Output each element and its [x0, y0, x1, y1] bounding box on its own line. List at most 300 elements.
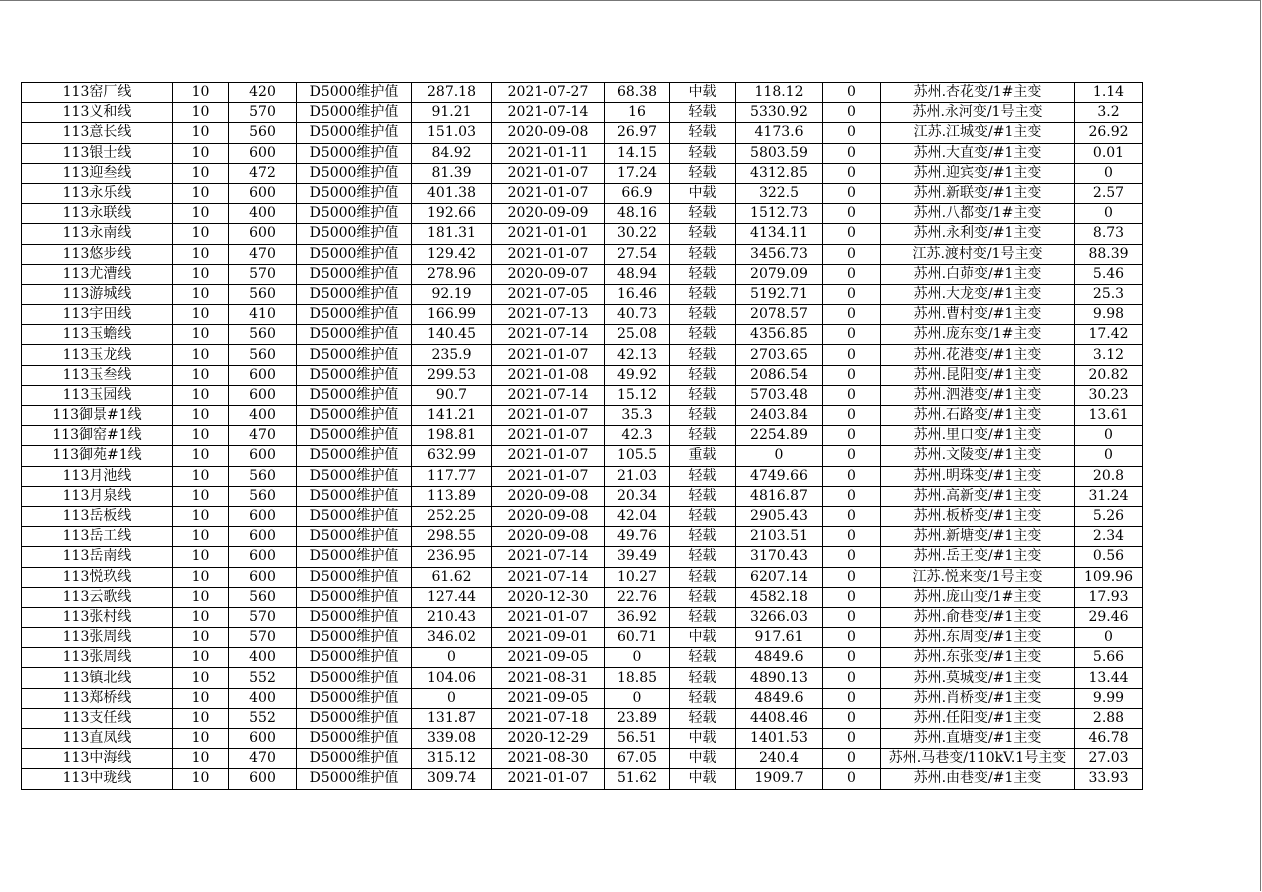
cell-voltage: 10: [173, 224, 229, 244]
cell-zero-col: 0: [823, 506, 881, 526]
cell-value: 5.26: [1075, 506, 1143, 526]
cell-load-status: 轻载: [670, 527, 736, 547]
cell-rated-capacity: 400: [229, 204, 297, 224]
cell-load-status: 轻载: [670, 406, 736, 426]
cell-load-rate: 0: [605, 688, 670, 708]
cell-value: 46.78: [1075, 729, 1143, 749]
table-row: [22, 385, 1143, 405]
cell-date: 2021-01-07: [492, 244, 605, 264]
cell-margin: 2103.51: [736, 527, 823, 547]
cell-margin: 4890.13: [736, 668, 823, 688]
cell-voltage: 10: [173, 305, 229, 325]
cell-load-rate: 68.38: [605, 83, 670, 103]
cell-margin: 5803.59: [736, 143, 823, 163]
cell-load-rate: 18.85: [605, 668, 670, 688]
cell-line-name: 113岳板线: [22, 506, 173, 526]
cell-margin: 917.61: [736, 628, 823, 648]
cell-zero-col: 0: [823, 163, 881, 183]
cell-rated-capacity: 470: [229, 244, 297, 264]
table-row: [22, 426, 1143, 446]
cell-load-rate: 51.62: [605, 769, 670, 789]
cell-substation: 江苏.悦来变/1号主变: [881, 567, 1075, 587]
table-row: [22, 749, 1143, 769]
cell-line-name: 113玉园线: [22, 385, 173, 405]
cell-rated-capacity: 600: [229, 567, 297, 587]
cell-load-status: 轻载: [670, 648, 736, 668]
cell-load-rate: 27.54: [605, 244, 670, 264]
cell-value: 2.34: [1075, 527, 1143, 547]
cell-substation: 苏州.石路变/#1主变: [881, 406, 1075, 426]
cell-load-status: 轻载: [670, 143, 736, 163]
cell-zero-col: 0: [823, 466, 881, 486]
cell-max-current: 129.42: [412, 244, 492, 264]
cell-rated-capacity: 570: [229, 103, 297, 123]
cell-voltage: 10: [173, 284, 229, 304]
table-row: [22, 729, 1143, 749]
cell-margin: 2086.54: [736, 365, 823, 385]
cell-voltage: 10: [173, 486, 229, 506]
cell-data-source: D5000维护值: [297, 345, 412, 365]
cell-substation: 苏州.庞东变/1#主变: [881, 325, 1075, 345]
cell-max-current: 181.31: [412, 224, 492, 244]
cell-margin: 6207.14: [736, 567, 823, 587]
cell-date: 2021-09-05: [492, 648, 605, 668]
cell-zero-col: 0: [823, 486, 881, 506]
cell-date: 2021-01-07: [492, 406, 605, 426]
cell-rated-capacity: 600: [229, 527, 297, 547]
cell-line-name: 113悦玖线: [22, 567, 173, 587]
cell-date: 2021-07-14: [492, 103, 605, 123]
cell-rated-capacity: 600: [229, 769, 297, 789]
cell-load-status: 中载: [670, 729, 736, 749]
cell-value: 0: [1075, 628, 1143, 648]
table-row: [22, 668, 1143, 688]
cell-load-rate: 48.94: [605, 264, 670, 284]
cell-load-status: 轻载: [670, 224, 736, 244]
cell-date: 2021-01-07: [492, 607, 605, 627]
table-row: [22, 708, 1143, 728]
cell-max-current: 252.25: [412, 506, 492, 526]
cell-value: 9.98: [1075, 305, 1143, 325]
cell-data-source: D5000维护值: [297, 446, 412, 466]
cell-line-name: 113张村线: [22, 607, 173, 627]
cell-margin: 4749.66: [736, 466, 823, 486]
cell-zero-col: 0: [823, 305, 881, 325]
cell-data-source: D5000维护值: [297, 406, 412, 426]
cell-load-status: 轻载: [670, 284, 736, 304]
cell-zero-col: 0: [823, 183, 881, 203]
cell-date: 2021-01-07: [492, 183, 605, 203]
cell-line-name: 113永乐线: [22, 183, 173, 203]
cell-rated-capacity: 600: [229, 547, 297, 567]
cell-max-current: 298.55: [412, 527, 492, 547]
cell-load-rate: 56.51: [605, 729, 670, 749]
cell-line-name: 113镇北线: [22, 668, 173, 688]
cell-voltage: 10: [173, 607, 229, 627]
cell-voltage: 10: [173, 345, 229, 365]
cell-max-current: 309.74: [412, 769, 492, 789]
cell-voltage: 10: [173, 567, 229, 587]
cell-load-rate: 49.92: [605, 365, 670, 385]
cell-max-current: 127.44: [412, 587, 492, 607]
cell-line-name: 113张周线: [22, 628, 173, 648]
cell-value: 0: [1075, 163, 1143, 183]
table-row: [22, 284, 1143, 304]
cell-max-current: 198.81: [412, 426, 492, 446]
cell-line-name: 113直凤线: [22, 729, 173, 749]
cell-load-rate: 0: [605, 648, 670, 668]
table-row: [22, 527, 1143, 547]
table-row: [22, 628, 1143, 648]
table-row: [22, 143, 1143, 163]
cell-zero-col: 0: [823, 224, 881, 244]
cell-data-source: D5000维护值: [297, 83, 412, 103]
cell-load-rate: 35.3: [605, 406, 670, 426]
cell-load-status: 轻载: [670, 567, 736, 587]
cell-value: 20.82: [1075, 365, 1143, 385]
cell-max-current: 92.19: [412, 284, 492, 304]
cell-zero-col: 0: [823, 83, 881, 103]
table-row: [22, 305, 1143, 325]
cell-value: 17.42: [1075, 325, 1143, 345]
cell-load-status: 中载: [670, 749, 736, 769]
cell-line-name: 113银士线: [22, 143, 173, 163]
cell-margin: 4849.6: [736, 688, 823, 708]
cell-value: 27.03: [1075, 749, 1143, 769]
cell-rated-capacity: 600: [229, 729, 297, 749]
cell-substation: 苏州.东周变/#1主变: [881, 628, 1075, 648]
table-row: [22, 244, 1143, 264]
cell-margin: 3170.43: [736, 547, 823, 567]
cell-margin: 4173.6: [736, 123, 823, 143]
table-row: [22, 769, 1143, 789]
cell-load-rate: 16.46: [605, 284, 670, 304]
cell-value: 13.61: [1075, 406, 1143, 426]
cell-zero-col: 0: [823, 587, 881, 607]
cell-value: 2.57: [1075, 183, 1143, 203]
cell-zero-col: 0: [823, 668, 881, 688]
cell-line-name: 113意长线: [22, 123, 173, 143]
cell-load-status: 轻载: [670, 688, 736, 708]
cell-voltage: 10: [173, 385, 229, 405]
cell-voltage: 10: [173, 749, 229, 769]
cell-value: 31.24: [1075, 486, 1143, 506]
cell-line-name: 113玉蟾线: [22, 325, 173, 345]
table-row: [22, 123, 1143, 143]
cell-load-status: 轻载: [670, 365, 736, 385]
cell-margin: 2078.57: [736, 305, 823, 325]
cell-data-source: D5000维护值: [297, 668, 412, 688]
cell-data-source: D5000维护值: [297, 486, 412, 506]
cell-load-status: 轻载: [670, 123, 736, 143]
cell-data-source: D5000维护值: [297, 688, 412, 708]
cell-date: 2021-09-01: [492, 628, 605, 648]
cell-line-name: 113永联线: [22, 204, 173, 224]
cell-date: 2021-01-07: [492, 769, 605, 789]
cell-value: 5.46: [1075, 264, 1143, 284]
cell-load-rate: 105.5: [605, 446, 670, 466]
cell-date: 2021-07-13: [492, 305, 605, 325]
cell-date: 2021-09-05: [492, 688, 605, 708]
cell-value: 13.44: [1075, 668, 1143, 688]
cell-date: 2021-07-14: [492, 325, 605, 345]
cell-load-rate: 22.76: [605, 587, 670, 607]
cell-line-name: 113支任线: [22, 708, 173, 728]
cell-max-current: 113.89: [412, 486, 492, 506]
cell-load-status: 中载: [670, 83, 736, 103]
cell-zero-col: 0: [823, 708, 881, 728]
cell-load-rate: 20.34: [605, 486, 670, 506]
cell-line-name: 113中珑线: [22, 769, 173, 789]
cell-max-current: 401.38: [412, 183, 492, 203]
cell-zero-col: 0: [823, 345, 881, 365]
cell-rated-capacity: 470: [229, 426, 297, 446]
cell-zero-col: 0: [823, 628, 881, 648]
cell-load-status: 轻载: [670, 264, 736, 284]
cell-substation: 苏州.新塘变/#1主变: [881, 527, 1075, 547]
cell-substation: 苏州.东张变/#1主变: [881, 648, 1075, 668]
cell-substation: 苏州.大龙变/#1主变: [881, 284, 1075, 304]
cell-load-rate: 39.49: [605, 547, 670, 567]
cell-voltage: 10: [173, 587, 229, 607]
cell-line-name: 113迎叁线: [22, 163, 173, 183]
cell-load-status: 轻载: [670, 305, 736, 325]
cell-margin: 322.5: [736, 183, 823, 203]
cell-margin: 1401.53: [736, 729, 823, 749]
cell-rated-capacity: 560: [229, 466, 297, 486]
cell-load-rate: 67.05: [605, 749, 670, 769]
cell-max-current: 315.12: [412, 749, 492, 769]
cell-date: 2021-08-31: [492, 668, 605, 688]
cell-data-source: D5000维护值: [297, 708, 412, 728]
cell-load-status: 轻载: [670, 325, 736, 345]
cell-value: 3.12: [1075, 345, 1143, 365]
cell-rated-capacity: 560: [229, 123, 297, 143]
cell-line-name: 113义和线: [22, 103, 173, 123]
cell-voltage: 10: [173, 426, 229, 446]
cell-substation: 苏州.杏花变/1#主变: [881, 83, 1075, 103]
cell-max-current: 0: [412, 688, 492, 708]
cell-data-source: D5000维护值: [297, 204, 412, 224]
cell-load-status: 轻载: [670, 506, 736, 526]
cell-voltage: 10: [173, 103, 229, 123]
cell-substation: 苏州.迎宾变/#1主变: [881, 163, 1075, 183]
table-row: [22, 325, 1143, 345]
cell-rated-capacity: 600: [229, 385, 297, 405]
cell-margin: 0: [736, 446, 823, 466]
cell-max-current: 236.95: [412, 547, 492, 567]
cell-date: 2021-01-07: [492, 466, 605, 486]
cell-date: 2021-07-14: [492, 567, 605, 587]
cell-margin: 2703.65: [736, 345, 823, 365]
cell-zero-col: 0: [823, 769, 881, 789]
cell-data-source: D5000维护值: [297, 587, 412, 607]
cell-line-name: 113月泉线: [22, 486, 173, 506]
cell-rated-capacity: 600: [229, 143, 297, 163]
cell-load-status: 轻载: [670, 547, 736, 567]
table-row: [22, 406, 1143, 426]
cell-load-status: 轻载: [670, 345, 736, 365]
cell-max-current: 104.06: [412, 668, 492, 688]
cell-substation: 苏州.板桥变/#1主变: [881, 506, 1075, 526]
table-row: [22, 466, 1143, 486]
cell-max-current: 90.7: [412, 385, 492, 405]
cell-date: 2021-01-07: [492, 163, 605, 183]
cell-line-name: 113玉叁线: [22, 365, 173, 385]
cell-data-source: D5000维护值: [297, 103, 412, 123]
cell-value: 2.88: [1075, 708, 1143, 728]
cell-voltage: 10: [173, 769, 229, 789]
cell-margin: 5192.71: [736, 284, 823, 304]
cell-rated-capacity: 600: [229, 446, 297, 466]
cell-voltage: 10: [173, 628, 229, 648]
cell-voltage: 10: [173, 244, 229, 264]
cell-load-rate: 49.76: [605, 527, 670, 547]
cell-line-name: 113悠步线: [22, 244, 173, 264]
cell-rated-capacity: 600: [229, 506, 297, 526]
cell-zero-col: 0: [823, 567, 881, 587]
cell-line-name: 113永南线: [22, 224, 173, 244]
cell-line-name: 113云歌线: [22, 587, 173, 607]
cell-voltage: 10: [173, 648, 229, 668]
cell-load-status: 轻载: [670, 466, 736, 486]
cell-line-name: 113御窑#1线: [22, 426, 173, 446]
cell-substation: 苏州.昆阳变/#1主变: [881, 365, 1075, 385]
cell-value: 0: [1075, 426, 1143, 446]
cell-data-source: D5000维护值: [297, 547, 412, 567]
cell-max-current: 346.02: [412, 628, 492, 648]
cell-voltage: 10: [173, 506, 229, 526]
cell-rated-capacity: 570: [229, 628, 297, 648]
table-row: [22, 345, 1143, 365]
cell-zero-col: 0: [823, 446, 881, 466]
cell-rated-capacity: 570: [229, 607, 297, 627]
cell-date: 2020-09-08: [492, 123, 605, 143]
cell-substation: 苏州.任阳变/#1主变: [881, 708, 1075, 728]
cell-value: 88.39: [1075, 244, 1143, 264]
cell-line-name: 113窑厂线: [22, 83, 173, 103]
cell-margin: 118.12: [736, 83, 823, 103]
cell-value: 109.96: [1075, 567, 1143, 587]
cell-max-current: 117.77: [412, 466, 492, 486]
cell-substation: 苏州.莫城变/#1主变: [881, 668, 1075, 688]
cell-load-rate: 14.15: [605, 143, 670, 163]
table-row: [22, 607, 1143, 627]
cell-rated-capacity: 552: [229, 668, 297, 688]
cell-value: 1.14: [1075, 83, 1143, 103]
cell-date: 2020-09-08: [492, 527, 605, 547]
cell-load-rate: 42.13: [605, 345, 670, 365]
cell-margin: 3456.73: [736, 244, 823, 264]
cell-data-source: D5000维护值: [297, 284, 412, 304]
table-row: [22, 547, 1143, 567]
cell-substation: 苏州.肖桥变/#1主变: [881, 688, 1075, 708]
cell-max-current: 91.21: [412, 103, 492, 123]
cell-date: 2021-07-14: [492, 385, 605, 405]
cell-rated-capacity: 560: [229, 587, 297, 607]
cell-substation: 苏州.由巷变/#1主变: [881, 769, 1075, 789]
cell-load-rate: 10.27: [605, 567, 670, 587]
cell-line-name: 113郑桥线: [22, 688, 173, 708]
cell-date: 2021-01-01: [492, 224, 605, 244]
cell-line-name: 113宇田线: [22, 305, 173, 325]
cell-voltage: 10: [173, 708, 229, 728]
cell-margin: 4356.85: [736, 325, 823, 345]
table-row: [22, 446, 1143, 466]
cell-value: 0: [1075, 446, 1143, 466]
cell-substation: 苏州.新联变/#1主变: [881, 183, 1075, 203]
cell-load-rate: 66.9: [605, 183, 670, 203]
cell-data-source: D5000维护值: [297, 264, 412, 284]
cell-data-source: D5000维护值: [297, 729, 412, 749]
cell-load-rate: 25.08: [605, 325, 670, 345]
cell-substation: 苏州.直塘变/#1主变: [881, 729, 1075, 749]
cell-voltage: 10: [173, 729, 229, 749]
cell-data-source: D5000维护值: [297, 163, 412, 183]
cell-value: 26.92: [1075, 123, 1143, 143]
cell-voltage: 10: [173, 446, 229, 466]
cell-data-source: D5000维护值: [297, 224, 412, 244]
cell-line-name: 113游城线: [22, 284, 173, 304]
cell-data-source: D5000维护值: [297, 466, 412, 486]
table-row: [22, 567, 1143, 587]
cell-load-rate: 23.89: [605, 708, 670, 728]
cell-substation: 江苏.江城变/#1主变: [881, 123, 1075, 143]
cell-load-status: 轻载: [670, 587, 736, 607]
cell-max-current: 235.9: [412, 345, 492, 365]
cell-zero-col: 0: [823, 204, 881, 224]
cell-rated-capacity: 472: [229, 163, 297, 183]
cell-date: 2021-01-11: [492, 143, 605, 163]
cell-date: 2021-01-08: [492, 365, 605, 385]
cell-substation: 苏州.岳王变/#1主变: [881, 547, 1075, 567]
cell-load-status: 轻载: [670, 708, 736, 728]
cell-date: 2021-07-05: [492, 284, 605, 304]
cell-substation: 苏州.文陵变/#1主变: [881, 446, 1075, 466]
cell-data-source: D5000维护值: [297, 628, 412, 648]
cell-margin: 2079.09: [736, 264, 823, 284]
cell-margin: 3266.03: [736, 607, 823, 627]
cell-load-rate: 26.97: [605, 123, 670, 143]
cell-load-rate: 36.92: [605, 607, 670, 627]
cell-value: 17.93: [1075, 587, 1143, 607]
cell-substation: 苏州.泗港变/#1主变: [881, 385, 1075, 405]
cell-value: 25.3: [1075, 284, 1143, 304]
cell-value: 5.66: [1075, 648, 1143, 668]
cell-rated-capacity: 400: [229, 688, 297, 708]
cell-data-source: D5000维护值: [297, 183, 412, 203]
cell-rated-capacity: 552: [229, 708, 297, 728]
cell-value: 3.2: [1075, 103, 1143, 123]
cell-max-current: 210.43: [412, 607, 492, 627]
cell-substation: 苏州.永利变/#1主变: [881, 224, 1075, 244]
cell-max-current: 81.39: [412, 163, 492, 183]
cell-substation: 苏州.高新变/#1主变: [881, 486, 1075, 506]
table-row: [22, 183, 1143, 203]
cell-max-current: 84.92: [412, 143, 492, 163]
cell-max-current: 151.03: [412, 123, 492, 143]
cell-rated-capacity: 560: [229, 325, 297, 345]
cell-load-status: 轻载: [670, 204, 736, 224]
cell-margin: 4134.11: [736, 224, 823, 244]
cell-voltage: 10: [173, 183, 229, 203]
cell-date: 2020-12-29: [492, 729, 605, 749]
cell-line-name: 113张周线: [22, 648, 173, 668]
cell-voltage: 10: [173, 163, 229, 183]
cell-max-current: 141.21: [412, 406, 492, 426]
cell-zero-col: 0: [823, 385, 881, 405]
cell-value: 0: [1075, 204, 1143, 224]
